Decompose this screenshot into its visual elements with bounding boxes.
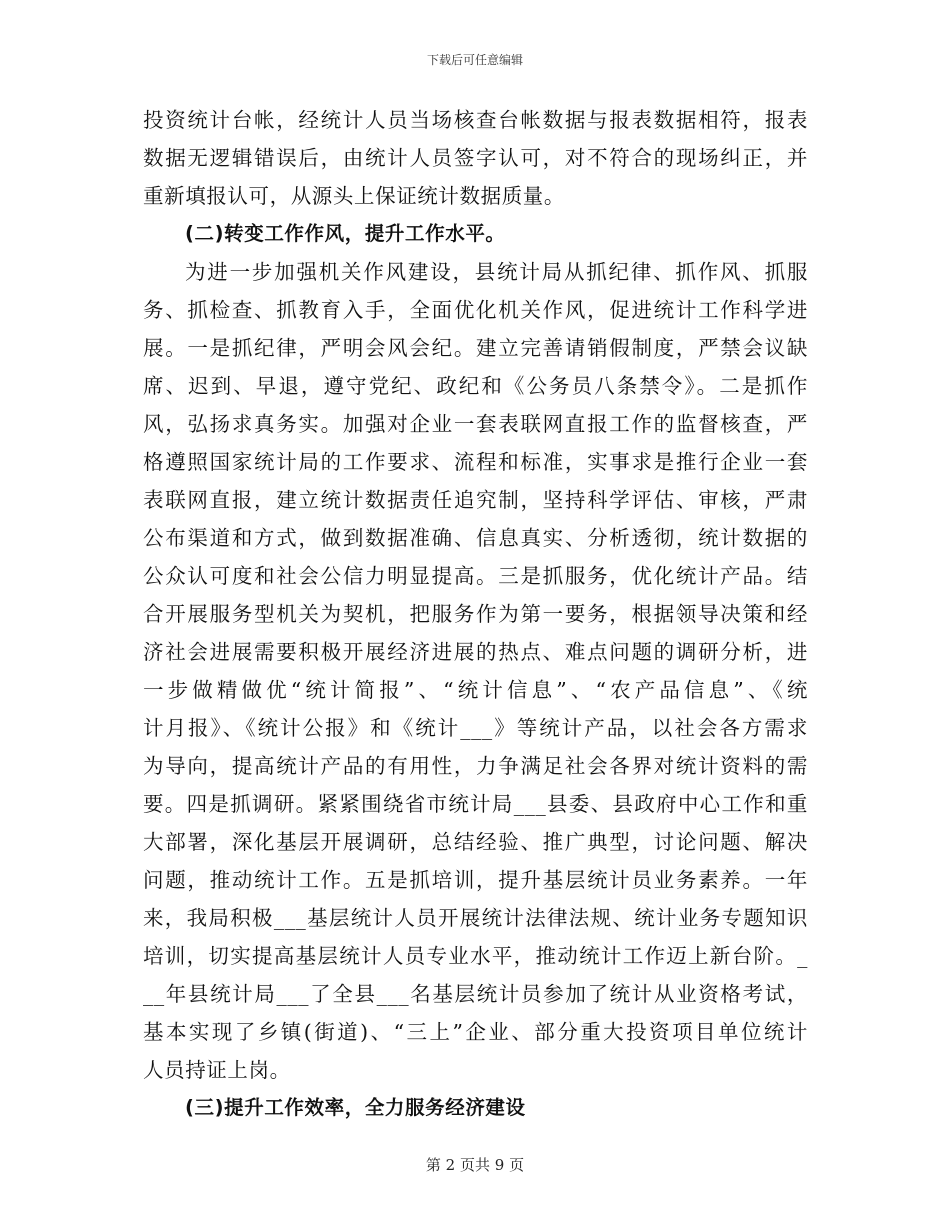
text-line: 展。一是抓纪律，严明会风会纪。建立完善请销假制度，严禁会议缺 <box>143 336 808 360</box>
text-line: 计月报》、《统计公报》和《统计___》等统计产品，以社会各方需求 <box>143 716 808 740</box>
text-line: 大部署，深化基层开展调研，总结经验、推广典型，讨论问题、解决 <box>143 830 808 854</box>
text-line: 公众认可度和社会公信力明显提高。三是抓服务，优化统计产品。结 <box>143 564 808 588</box>
section-heading: (二)转变工作作风，提升工作水平。 <box>185 222 506 245</box>
text-line: 人员持证上岗。 <box>143 1058 291 1082</box>
text-line: 一步做精做优“统计简报”、“统计信息”、“农产品信息”、《统 <box>143 678 808 702</box>
text-line: 重新填报认可，从源头上保证统计数据质量。 <box>143 184 565 208</box>
text-line: 投资统计台帐，经统计人员当场核查台帐数据与报表数据相符，报表 <box>143 108 808 132</box>
text-line: 为进一步加强机关作风建设，县统计局从抓纪律、抓作风、抓服 <box>185 260 808 284</box>
text-line: 格遵照国家统计局的工作要求、流程和标准，实事求是推行企业一套 <box>143 450 808 474</box>
text-line: 风，弘扬求真务实。加强对企业一套表联网直报工作的监督核查，严 <box>143 412 808 436</box>
text-line: 务、抓检查、抓教育入手，全面优化机关作风，促进统计工作科学进 <box>143 298 808 322</box>
text-line: 为导向，提高统计产品的有用性，力争满足社会各界对统计资料的需 <box>143 754 808 778</box>
text-line: 要。四是抓调研。紧紧围绕省市统计局___县委、县政府中心工作和重 <box>143 792 808 816</box>
text-line: 基本实现了乡镇(街道)、“三上”企业、部分重大投资项目单位统计 <box>143 1020 808 1044</box>
text-line: 合开展服务型机关为契机，把服务作为第一要务，根据领导决策和经 <box>143 602 808 626</box>
document-body <box>143 101 808 1127</box>
text-line: 培训，切实提高基层统计人员专业水平，推动统计工作迈上新台阶。_ <box>143 944 808 968</box>
text-line: 表联网直报，建立统计数据责任追究制，坚持科学评估、审核，严肃 <box>143 488 808 512</box>
text-line: 数据无逻辑错误后，由统计人员签字认可，对不符合的现场纠正，并 <box>143 146 808 170</box>
text-line: 来，我局积极___基层统计人员开展统计法律法规、统计业务专题知识 <box>143 906 808 930</box>
page-number: 第 2 页共 9 页 <box>425 1156 525 1174</box>
text-line: __年县统计局___了全县___名基层统计员参加了统计从业资格考试， <box>143 982 808 1006</box>
text-line: 公布渠道和方式，做到数据准确、信息真实、分析透彻，统计数据的 <box>143 526 808 550</box>
section-heading: (三)提升工作效率，全力服务经济建设 <box>185 1096 526 1119</box>
text-line: 济社会进展需要积极开展经济进展的热点、难点问题的调研分析，进 <box>143 640 808 664</box>
text-line: 问题，推动统计工作。五是抓培训，提升基层统计员业务素养。一年 <box>143 868 808 892</box>
text-line: 席、迟到、早退，遵守党纪、政纪和《公务员八条禁令》。二是抓作 <box>143 374 808 398</box>
page-header-note: 下载后可任意编辑 <box>426 53 523 67</box>
